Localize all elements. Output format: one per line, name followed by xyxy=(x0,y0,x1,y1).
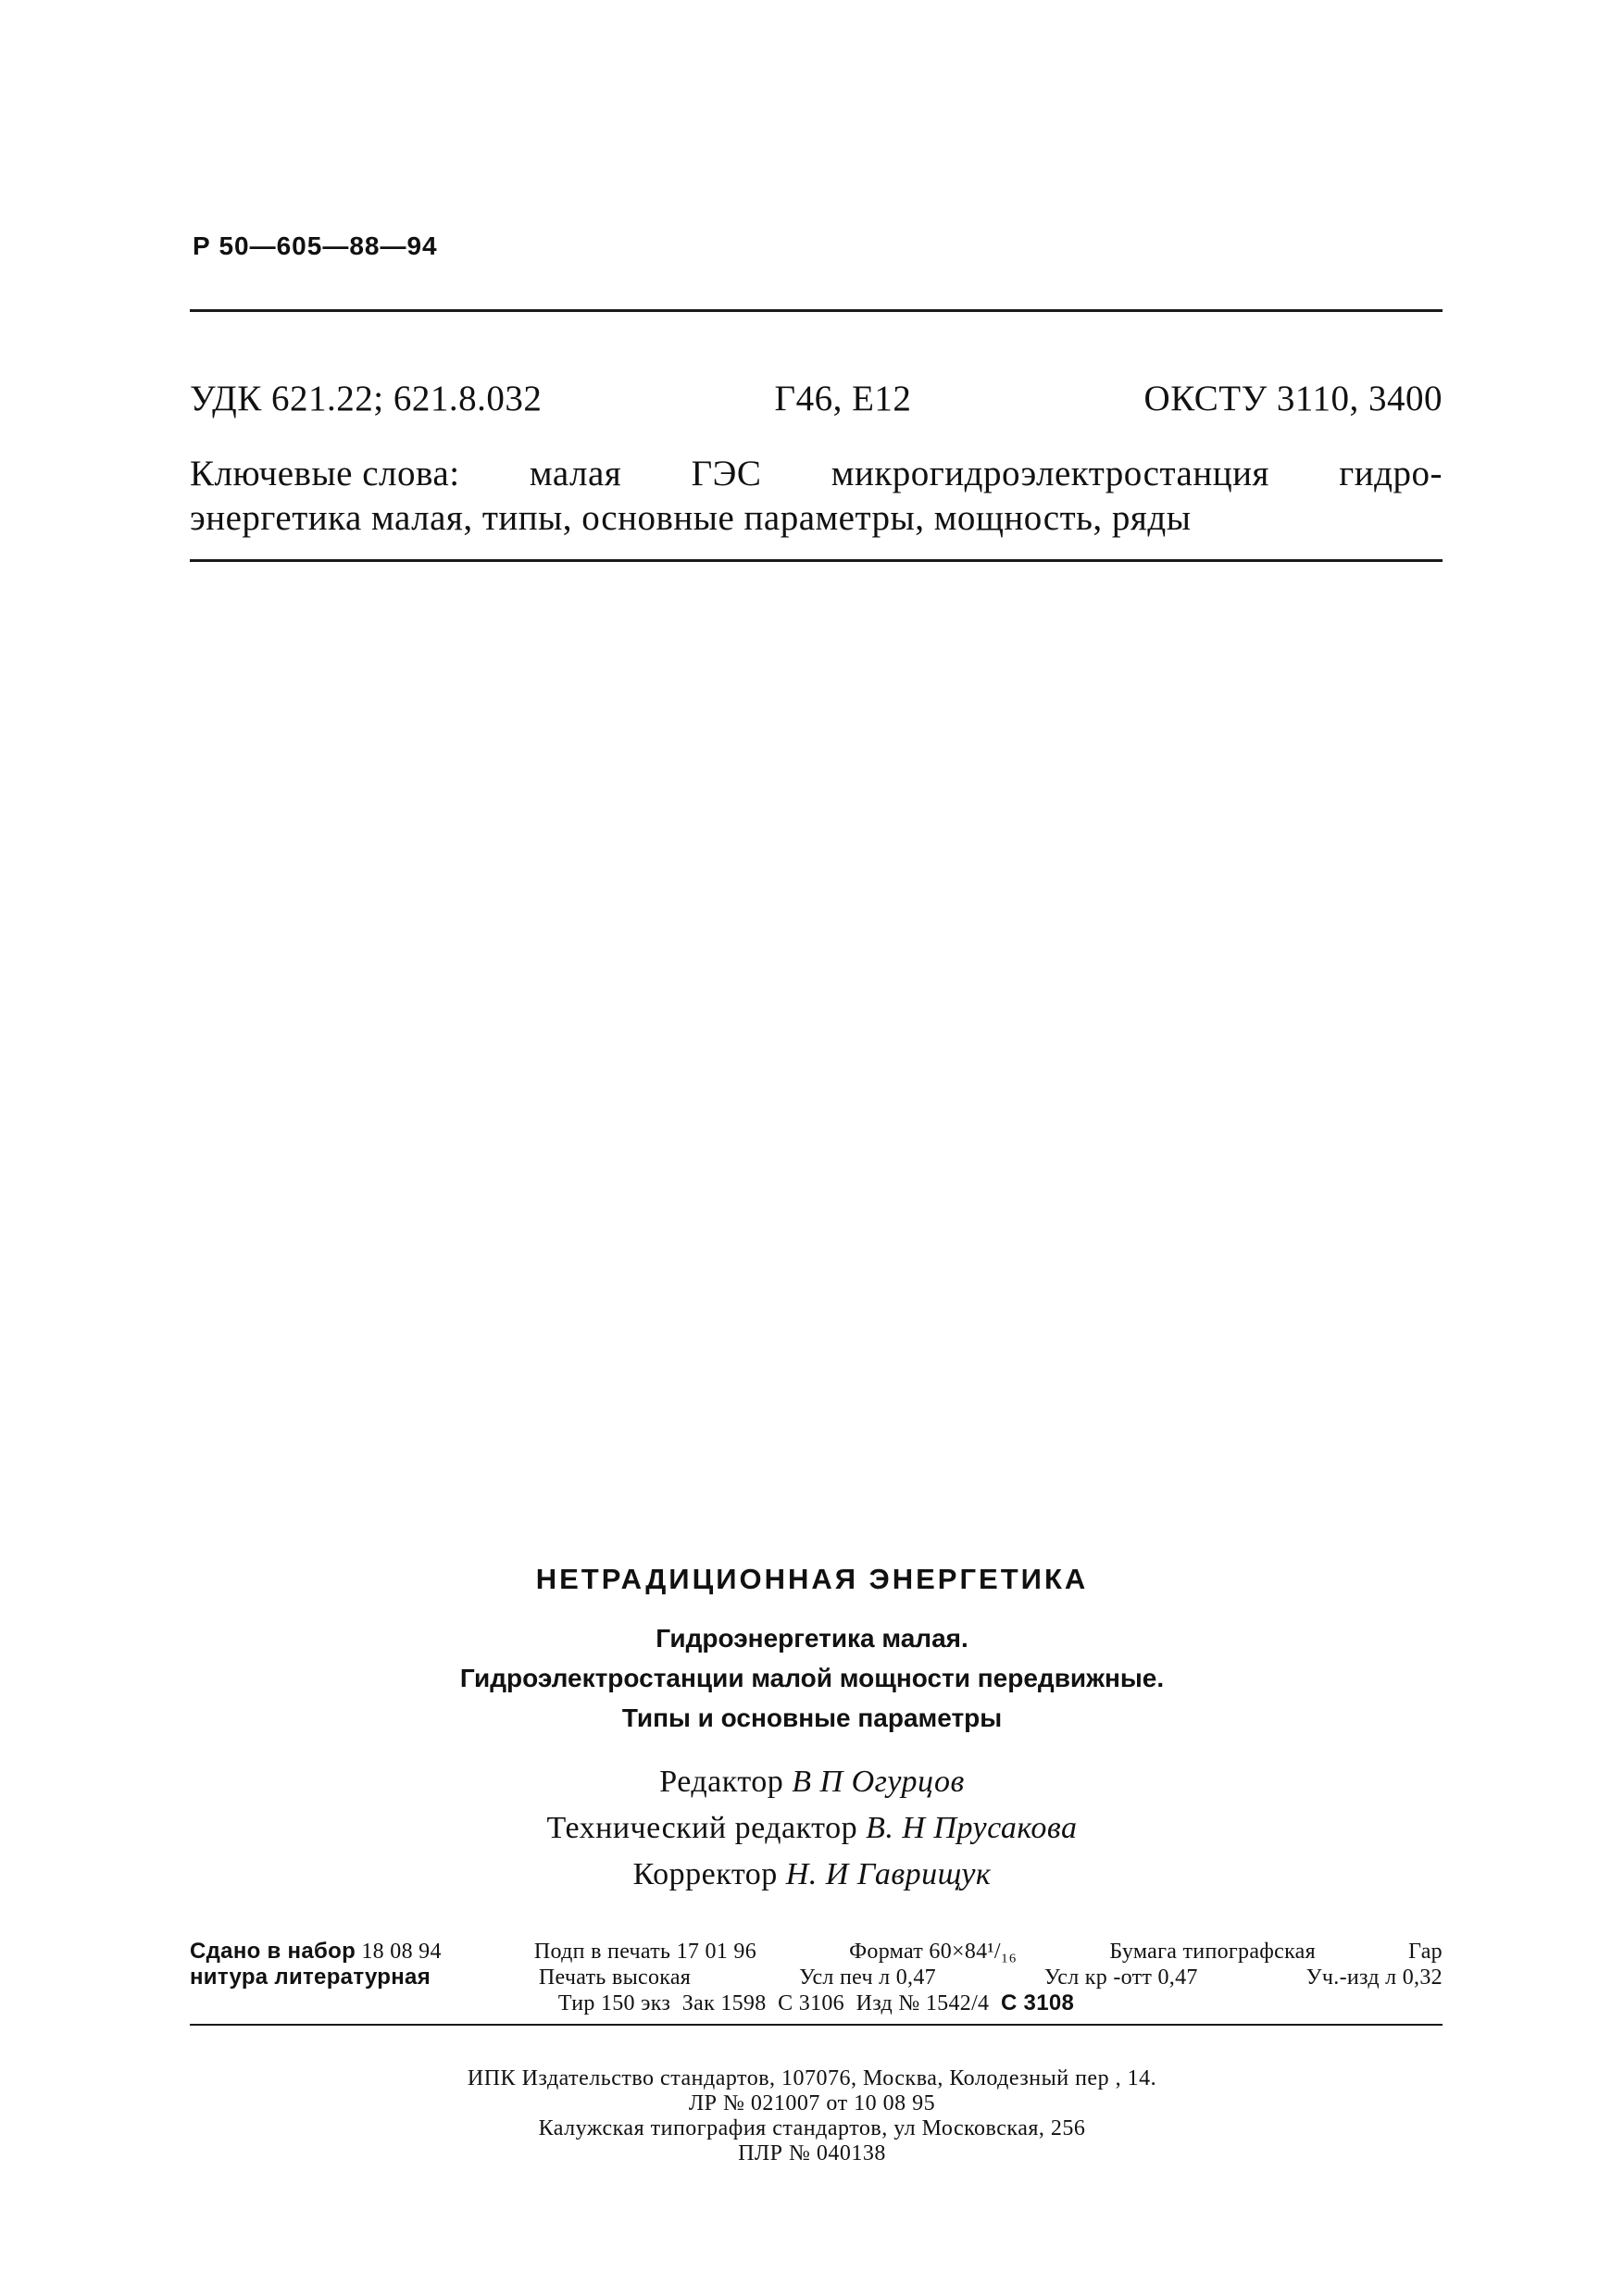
keyword: микрогидроэлектростанция xyxy=(831,454,1269,493)
credits-block xyxy=(0,1759,1624,1898)
okstu-code: ОКСТУ 3110, 3400 xyxy=(1143,379,1443,418)
subtitle-line: Гидроэлектростанции малой мощности передвижные. xyxy=(459,1664,1165,1692)
imprint-item: С 3106 xyxy=(778,1991,844,2015)
keywords-label: Ключевые слова: xyxy=(190,454,460,493)
imprint-item: Усл печ л 0,47 xyxy=(799,1965,936,1990)
imprint-line-1 xyxy=(190,1939,1443,1965)
tech-editor-name: В. Н Прусакова xyxy=(866,1811,1078,1845)
publisher-line: ИПК Издательство стандартов, 107076, Москва, Колодезный пер , 14. xyxy=(467,2066,1157,2090)
imprint-item: нитура литературная xyxy=(190,1965,431,1990)
imprint-item: С 3108 xyxy=(1000,1990,1075,2015)
imprint-item: Печать высокая xyxy=(538,1965,692,1990)
imprint-line-2 xyxy=(190,1965,1443,1990)
group-code: Г46, Е12 xyxy=(774,379,912,418)
keyword: ГЭС xyxy=(691,454,762,493)
document-title: НЕТРАДИЦИОННАЯ ЭНЕРГЕТИКА xyxy=(535,1563,1089,1595)
imprint-item: Изд № 1542/4 xyxy=(856,1991,990,2015)
imprint-item: Бумага типографская xyxy=(1109,1940,1316,1964)
imprint-item: Усл кр -отт 0,47 xyxy=(1043,1965,1198,1990)
imprint-item: Зак 1598 xyxy=(681,1991,767,2015)
subtitle-line: Гидроэнергетика малая. xyxy=(656,1624,968,1653)
document-subtitle xyxy=(0,1618,1624,1738)
imprint-item: Подп в печать 17 01 96 xyxy=(533,1940,757,1964)
tech-editor-credit xyxy=(0,1805,1624,1852)
imprint-item: Уч.-изд л 0,32 xyxy=(1305,1965,1443,1990)
editor-label: Редактор xyxy=(659,1765,784,1799)
keywords-line-1 xyxy=(190,452,1443,496)
editor-name: В П Огурцов xyxy=(792,1765,965,1799)
imprint-divider xyxy=(190,2024,1443,2026)
subtitle-line: Типы и основные параметры xyxy=(621,1703,1003,1732)
keyword: малая xyxy=(529,454,622,493)
editor-credit xyxy=(0,1759,1624,1805)
imprint-item: Формат 60×84¹/₁₆ xyxy=(849,1940,1018,1964)
publisher-line: ПЛР № 040138 xyxy=(738,2141,886,2165)
publisher-block xyxy=(0,2066,1624,2166)
keywords-block xyxy=(190,452,1443,541)
imprint-item: Гар xyxy=(1408,1940,1443,1964)
proofreader-name: Н. И Гаврищук xyxy=(785,1857,992,1891)
udk-code: УДК 621.22; 621.8.032 xyxy=(190,379,543,418)
imprint-line-3 xyxy=(190,1990,1443,2016)
classification-row xyxy=(190,378,1443,419)
proofreader-credit xyxy=(0,1852,1624,1898)
keyword: гидро- xyxy=(1339,454,1443,493)
publisher-line: Калужская типография стандартов, ул Московская, 256 xyxy=(538,2116,1086,2140)
keywords-divider xyxy=(190,559,1443,562)
keywords-line-2: энергетика малая, типы, основные параметры, мощность, ряды xyxy=(190,498,1192,538)
proofreader-label: Корректор xyxy=(632,1857,778,1891)
imprint-block xyxy=(190,1939,1443,2016)
imprint-item: Тир 150 экз xyxy=(557,1991,671,2015)
publisher-line: ЛР № 021007 от 10 08 95 xyxy=(688,2091,936,2115)
imprint-item: Сдано в набор 18 08 94 xyxy=(190,1939,442,1964)
document-code: Р 50—605—88—94 xyxy=(193,231,438,260)
tech-editor-label: Технический редактор xyxy=(546,1811,858,1845)
top-divider xyxy=(190,309,1443,312)
